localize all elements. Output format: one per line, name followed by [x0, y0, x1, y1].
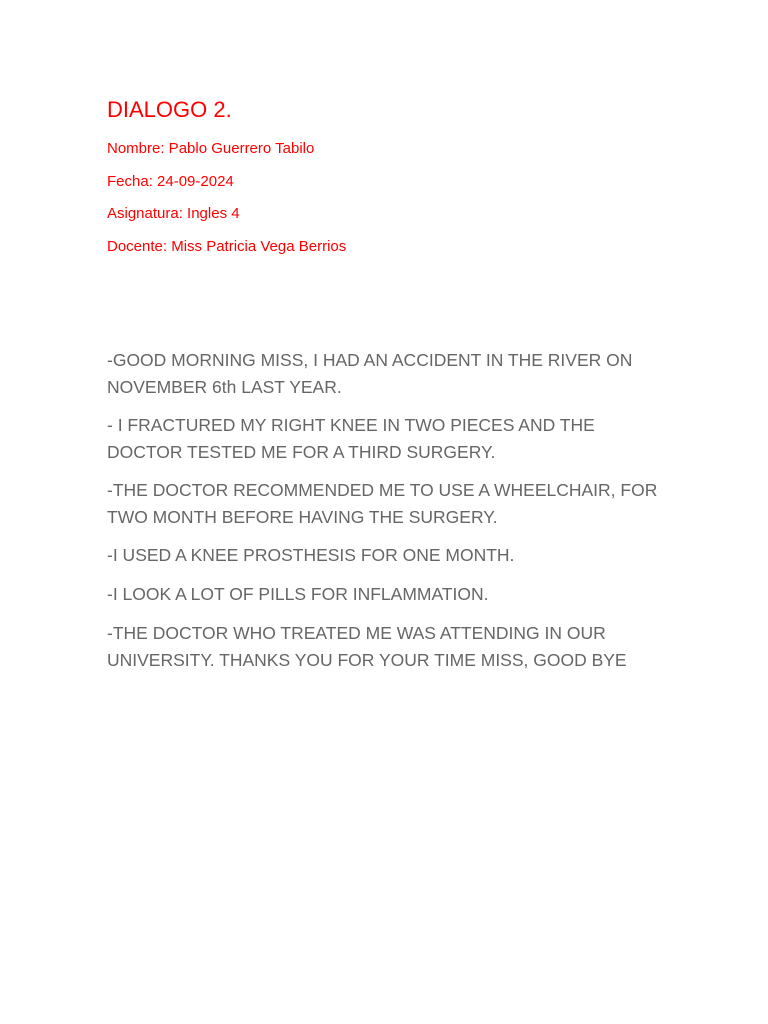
dialogue-paragraph-4: -I USED A KNEE PROSTHESIS FOR ONE MONTH. — [107, 545, 515, 565]
date-line: Fecha: 24-09-2024 — [107, 172, 234, 190]
dialogue-paragraph-6: -THE DOCTOR WHO TREATED ME WAS ATTENDING IN OUR UNIVERSITY. THANKS YOU FOR YOUR TIME MISS, GOOD BYE — [107, 623, 627, 670]
metadata-list — [107, 139, 707, 256]
teacher-line: Docente: Miss Patricia Vega Berrios — [107, 237, 347, 255]
dialogue-body — [107, 347, 667, 685]
subject-line: Asignatura: Ingles 4 — [107, 205, 240, 222]
dialogue-paragraph-5: -I LOOK A LOT OF PILLS FOR INFLAMMATION. — [107, 584, 489, 604]
document-title: DIALOGO 2. — [107, 97, 232, 122]
dialogue-paragraph-3: -THE DOCTOR RECOMMENDED ME TO USE A WHEELCHAIR, FOR TWO MONTH BEFORE HAVING THE SURGERY. — [107, 480, 658, 527]
student-name-line: Nombre: Pablo Guerrero Tabilo — [107, 140, 315, 157]
dialogue-paragraph-2: - I FRACTURED MY RIGHT KNEE IN TWO PIECES AND THE DOCTOR TESTED ME FOR A THIRD SURGERY. — [107, 415, 595, 462]
dialogue-paragraph-1: -GOOD MORNING MISS, I HAD AN ACCIDENT IN THE RIVER ON NOVEMBER 6th LAST YEAR. — [107, 350, 633, 397]
document-header — [107, 96, 707, 269]
